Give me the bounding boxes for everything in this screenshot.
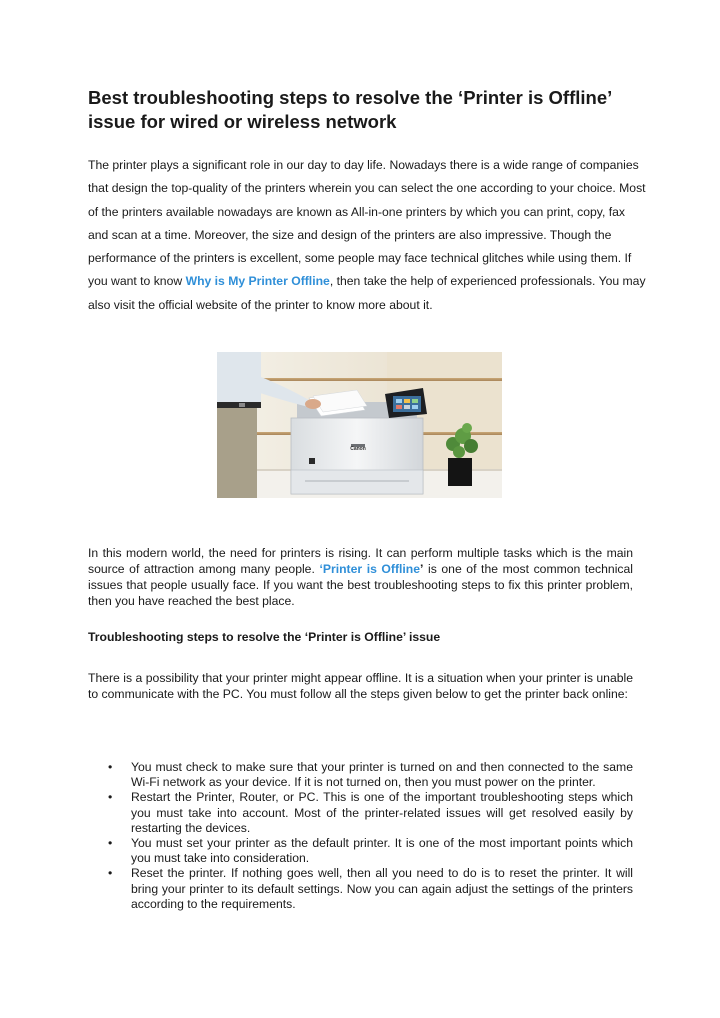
bullet-icon: • bbox=[108, 790, 113, 805]
list-item bbox=[88, 790, 633, 836]
intro-text-before-link: The printer plays a significant role in our day to day life. Nowadays there is a wide range of companies that design the top-quality of the printers wherein you can select the one according to your choice. Most of the printers available nowadays are known as All-in-one printers by which you can print, copy, fax and scan at a time. Moreover, the size and design of the printers are also impressive. Though the performance of the printers is excellent, some people may face technical glitches while using them. If you want to know bbox=[88, 158, 646, 289]
intro-paragraph bbox=[88, 154, 648, 317]
bullet-icon: • bbox=[108, 760, 113, 774]
brand-label: Canon bbox=[350, 446, 366, 452]
printer-photo bbox=[217, 352, 502, 498]
bullet-icon: • bbox=[108, 836, 113, 851]
list-item bbox=[88, 760, 633, 790]
section-paragraph: There is a possibility that your printer might appear offline. It is a situation when your printer is unable to communicate with the PC. You must follow all the steps given below to get the printer back online: bbox=[88, 671, 633, 701]
p2-closing-quote: ’ bbox=[420, 562, 424, 576]
steps-list bbox=[88, 760, 633, 912]
step-text: Restart the Printer, Router, or PC. This is one of the important troubleshooting steps which you must take into account. Most of the printer-related issues will get resolved easily by restarting the devices. bbox=[131, 790, 633, 835]
p2-text-after-link: is one of the most common technical issues that people usually face. If you want the best troubleshooting steps to fix this printer problem, then you have reached the best place. bbox=[88, 562, 633, 608]
step-text: Reset the printer. If nothing goes well, then all you need to do is to reset the printer. It will bring your printer to its default settings. Now you can again adjust the settings of the printers according to the requirements. bbox=[131, 866, 633, 911]
intro-text-after-link: , then take the help of experienced professionals. You may also visit the official website of the printer to know more about it. bbox=[88, 274, 646, 312]
document-title: Best troubleshooting steps to resolve the ‘Printer is Offline’ issue for wired or wireless network bbox=[88, 87, 612, 132]
list-item bbox=[88, 866, 633, 912]
step-text: You must check to make sure that your printer is turned on and then connected to the same Wi-Fi network as your device. If it is not turned on, then you must power on the printer. bbox=[131, 760, 633, 790]
intro-paragraph-2 bbox=[88, 545, 633, 609]
printer-is-offline-link[interactable]: ‘Printer is Offline bbox=[319, 562, 421, 576]
step-text: You must set your printer as the default printer. It is one of the most important points which you must take into consideration. bbox=[131, 836, 633, 866]
bullet-icon: • bbox=[108, 866, 113, 881]
section-heading: Troubleshooting steps to resolve the ‘Printer is Offline’ issue bbox=[88, 630, 441, 644]
p2-text-before-link: In this modern world, the need for printers is rising. It can perform multiple tasks which is the main source of attraction among many people. bbox=[88, 546, 633, 576]
why-is-my-printer-offline-link[interactable]: Why is My Printer Offline bbox=[185, 274, 330, 289]
list-item bbox=[88, 836, 633, 866]
